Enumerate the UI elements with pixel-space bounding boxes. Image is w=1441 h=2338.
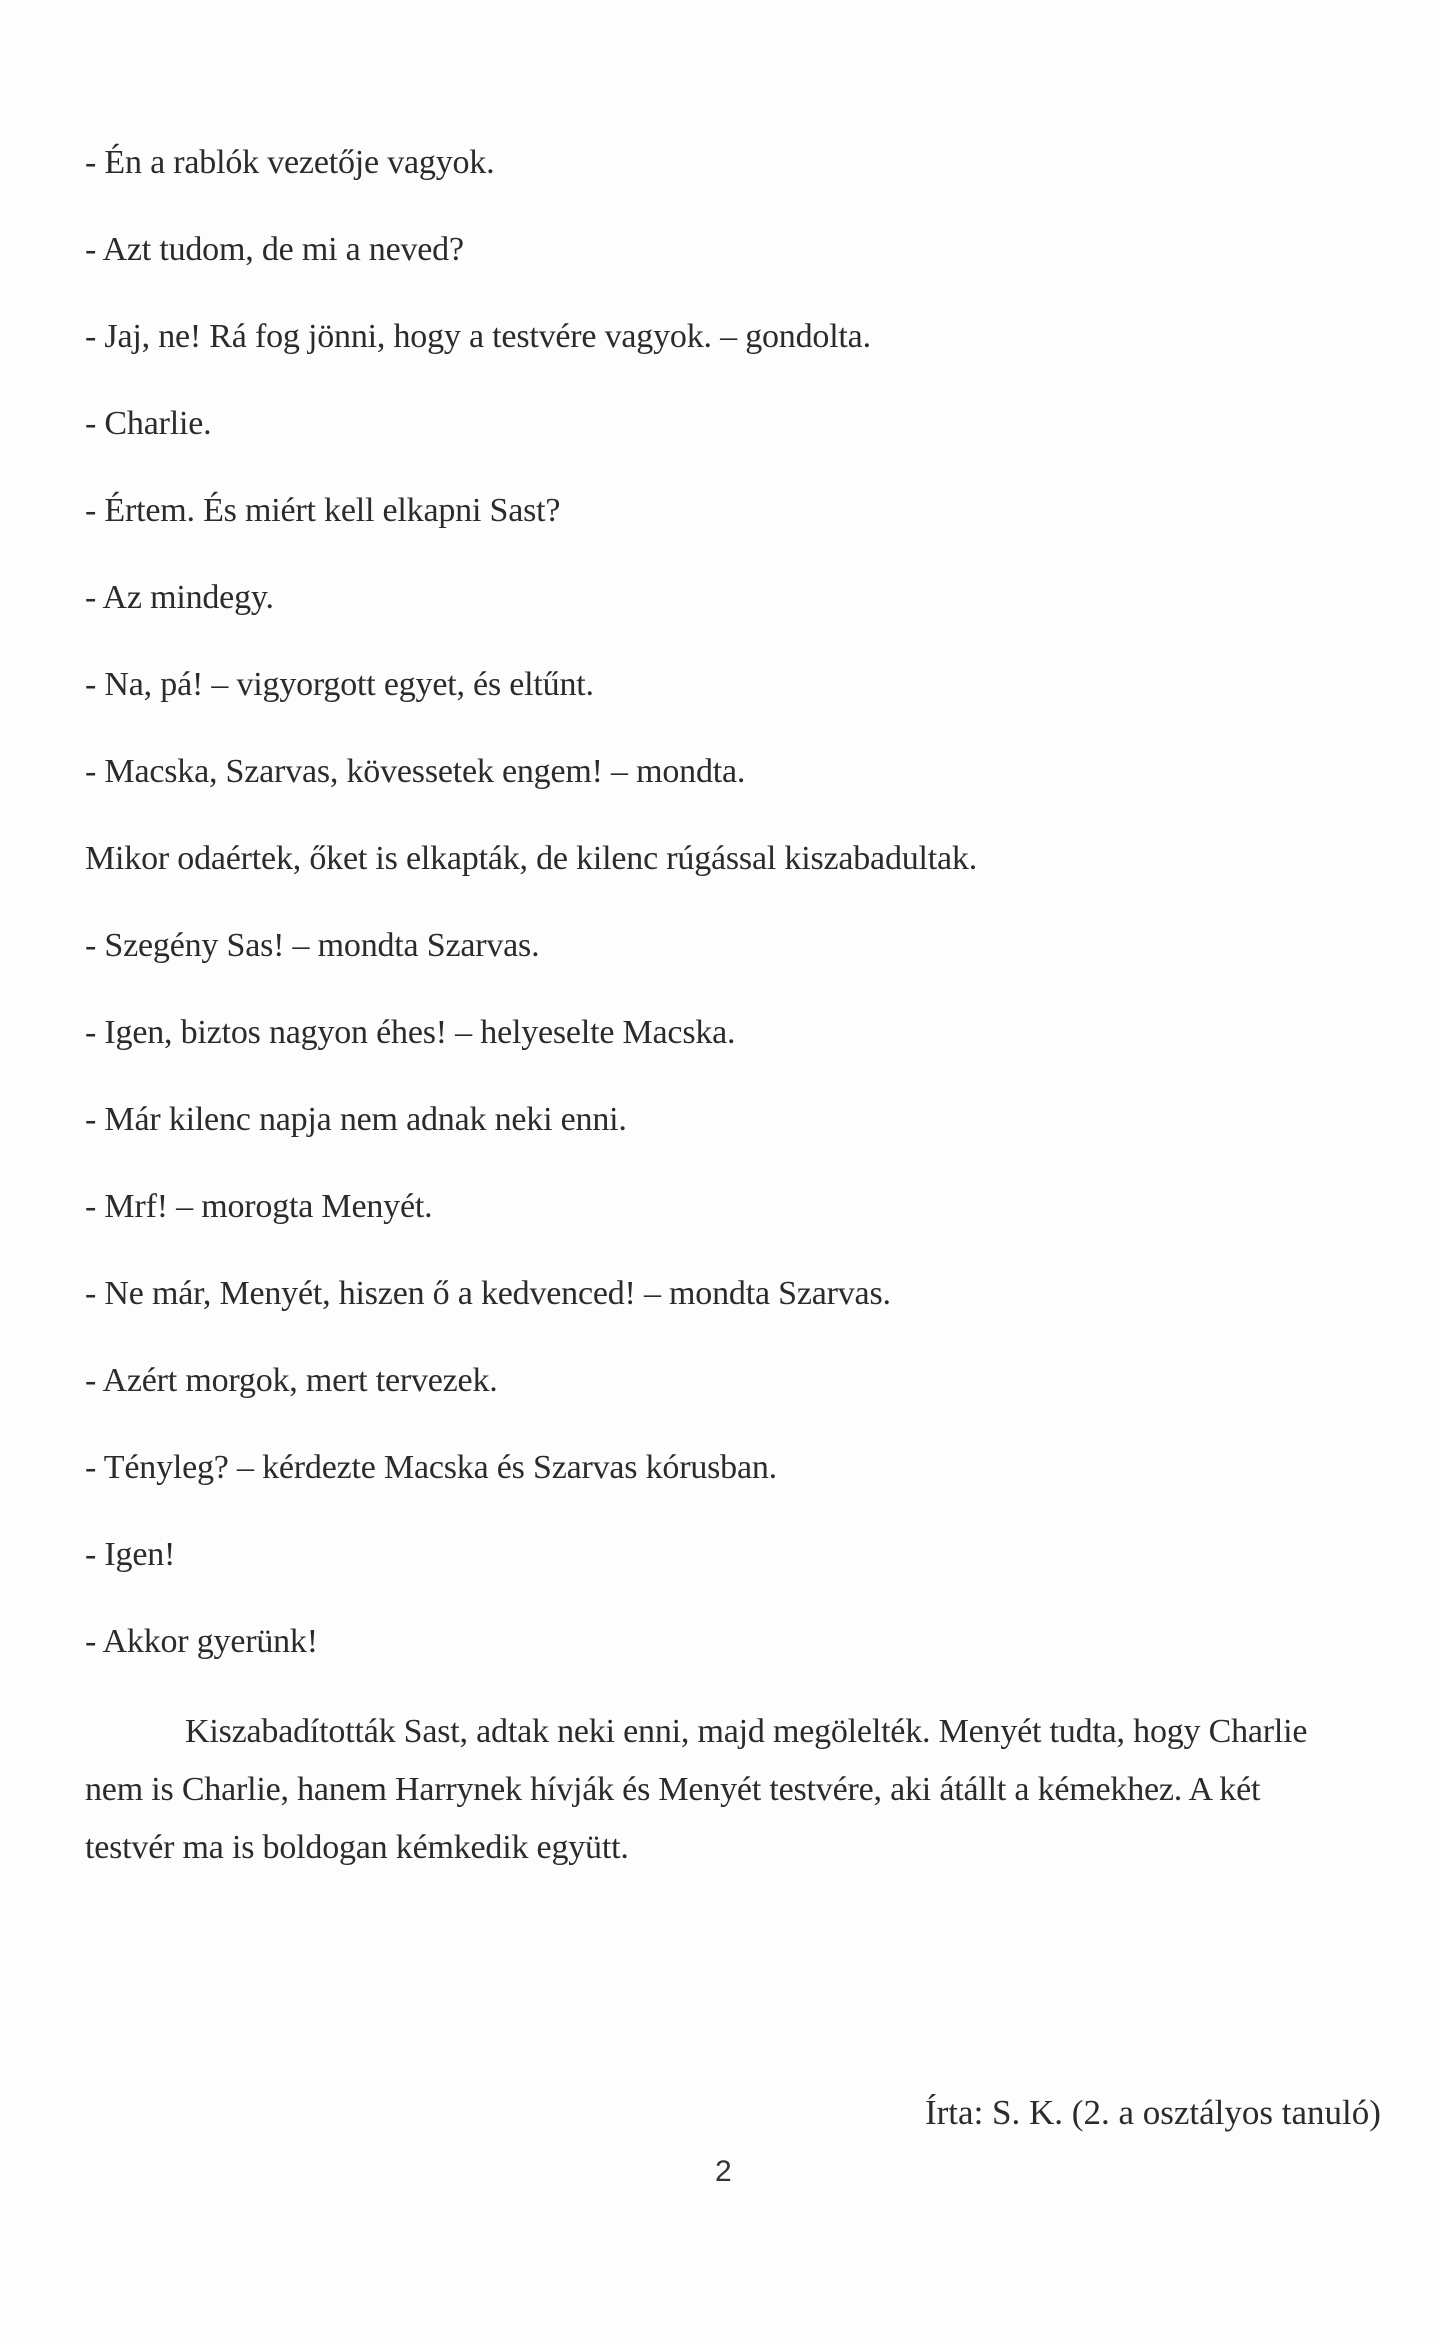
dialogue-line: - Azért morgok, mert tervezek. [85,1362,498,1399]
dialogue-line: - Jaj, ne! Rá fog jönni, hogy a testvére vagyok. – gondolta. [85,318,871,355]
dialogue-line: - Azt tudom, de mi a neved? [85,231,464,268]
dialogue-line: - Tényleg? – kérdezte Macska és Szarvas kórusban. [85,1449,777,1486]
dialogue-line: - Az mindegy. [85,579,274,616]
closing-paragraph [85,1703,1350,1877]
dialogue-line: - Ne már, Menyét, hiszen ő a kedvenced! – mondta Szarvas. [85,1275,891,1312]
dialogue-line: - Igen! [85,1536,176,1573]
dialogue-line: - Akkor gyerünk! [85,1623,318,1660]
closing-paragraph-text: Kiszabadították Sast, adtak neki enni, majd megölelték. Menyét tudta, hogy Charlie nem is Charlie, hanem Harrynek hívják és Menyét testvére, aki átállt a kémekhez. A két testvér ma is boldogan kémkedik együtt. [85,1713,1308,1866]
dialogue-line: - Mrf! – morogta Menyét. [85,1188,433,1225]
dialogue-line: - Már kilenc napja nem adnak neki enni. [85,1101,627,1138]
dialogue-line: - Igen, biztos nagyon éhes! – helyeselte Macska. [85,1014,736,1051]
dialogue-line: - Szegény Sas! – mondta Szarvas. [85,927,540,964]
page-number: 2 [715,2155,732,2188]
dialogue-line: - Na, pá! – vigyorgott egyet, és eltűnt. [85,666,594,703]
narration-line: Mikor odaértek, őket is elkapták, de kilenc rúgással kiszabadultak. [85,840,978,877]
author-signature: Írta: S. K. (2. a osztályos tanuló) [925,2093,1381,2132]
dialogue-line: - Értem. És miért kell elkapni Sast? [85,492,561,529]
dialogue-line: - Charlie. [85,405,212,442]
dialogue-line: - Macska, Szarvas, kövessetek engem! – mondta. [85,753,746,790]
dialogue-line: - Én a rablók vezetője vagyok. [85,144,495,181]
